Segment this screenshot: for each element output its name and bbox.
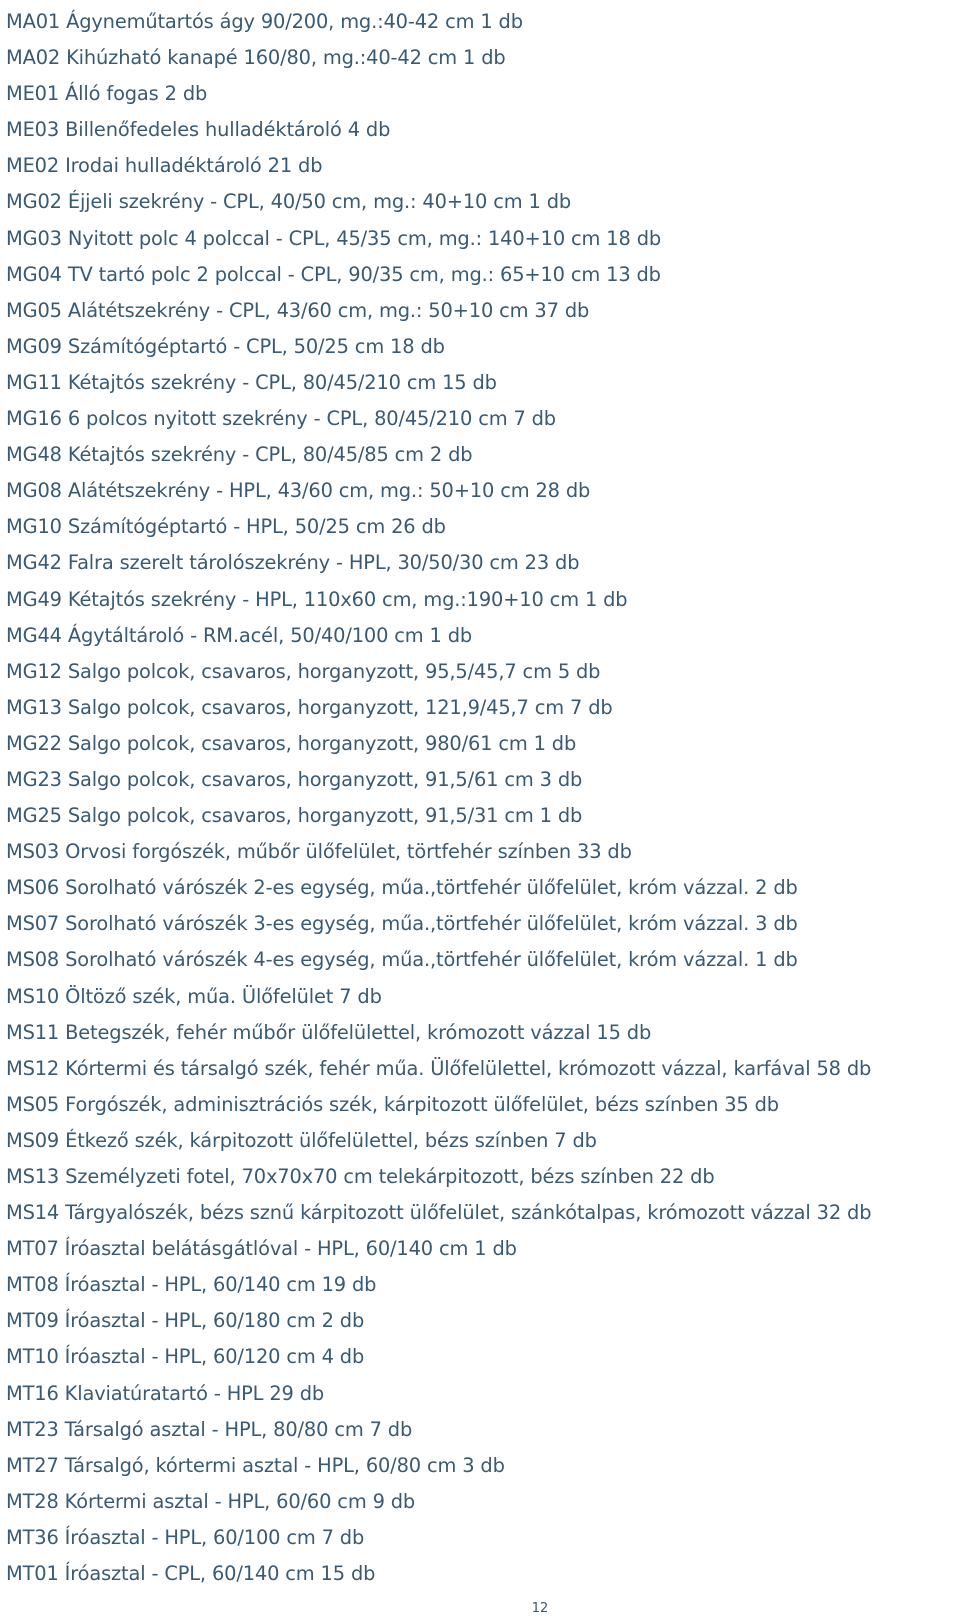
- list-item: MG10 Számítógéptartó - HPL, 50/25 cm 26 db: [6, 515, 446, 539]
- list-item: ME02 Irodai hulladéktároló 21 db: [6, 154, 323, 178]
- list-item: MG48 Kétajtós szekrény - CPL, 80/45/85 cm 2 db: [6, 443, 473, 467]
- list-item: MS06 Sorolható várószék 2-es egység, műa.,törtfehér ülőfelület, króm vázzal. 2 db: [6, 876, 798, 900]
- page-number: 12: [531, 1601, 549, 1616]
- list-item: ME01 Álló fogas 2 db: [6, 82, 208, 106]
- list-item: MG13 Salgo polcok, csavaros, horganyzott, 121,9/45,7 cm 7 db: [6, 695, 613, 719]
- list-item: MG16 6 polcos nyitott szekrény - CPL, 80/45/210 cm 7 db: [6, 407, 556, 431]
- list-item: MA01 Ágyneműtartós ágy 90/200, mg.:40-42 cm 1 db: [6, 10, 523, 33]
- list-item: MT16 Klaviatúratartó - HPL 29 db: [6, 1381, 325, 1405]
- list-item: MS03 Orvosi forgószék, műbőr ülőfelület, törtfehér színben 33 db: [6, 840, 632, 864]
- list-item: MG25 Salgo polcok, csavaros, horganyzott, 91,5/31 cm 1 db: [6, 804, 583, 828]
- list-item: MG23 Salgo polcok, csavaros, horganyzott, 91,5/61 cm 3 db: [6, 767, 583, 791]
- list-item: MT10 Íróasztal - HPL, 60/120 cm 4 db: [6, 1345, 365, 1369]
- list-item: MS13 Személyzeti fotel, 70x70x70 cm telekárpitozott, bézs színben 22 db: [6, 1165, 715, 1188]
- list-item: MA02 Kihúzható kanapé 160/80, mg.:40-42 cm 1 db: [6, 46, 506, 70]
- list-item: MG11 Kétajtós szekrény - CPL, 80/45/210 cm 15 db: [6, 370, 497, 394]
- list-item: MG02 Éjjeli szekrény - CPL, 40/50 cm, mg.: 40+10 cm 1 db: [6, 190, 572, 214]
- list-item: MG12 Salgo polcok, csavaros, horganyzott, 95,5/45,7 cm 5 db: [6, 659, 601, 683]
- list-item: ME03 Billenőfedeles hulladéktároló 4 db: [6, 118, 391, 142]
- list-item: MS10 Öltöző szék, műa. Ülőfelület 7 db: [6, 984, 382, 1008]
- list-item: MS09 Étkező szék, kárpitozott ülőfelülettel, bézs színben 7 db: [6, 1128, 597, 1152]
- list-item: MG08 Alátétszekrény - HPL, 43/60 cm, mg.: 50+10 cm 28 db: [6, 479, 591, 503]
- list-item: MT23 Társalgó asztal - HPL, 80/80 cm 7 db: [6, 1417, 413, 1441]
- list-item: MG04 TV tartó polc 2 polccal - CPL, 90/35 cm, mg.: 65+10 cm 13 db: [6, 262, 661, 286]
- list-item: MT28 Kórtermi asztal - HPL, 60/60 cm 9 db: [6, 1489, 416, 1513]
- list-item: MT09 Íróasztal - HPL, 60/180 cm 2 db: [6, 1309, 365, 1333]
- list-item: MT01 Íróasztal - CPL, 60/140 cm 15 db: [6, 1562, 376, 1586]
- list-item: MG49 Kétajtós szekrény - HPL, 110x60 cm, mg.:190+10 cm 1 db: [6, 587, 628, 611]
- list-item: MT07 Íróasztal belátásgátlóval - HPL, 60/140 cm 1 db: [6, 1237, 517, 1261]
- list-item: MG22 Salgo polcok, csavaros, horganyzott, 980/61 cm 1 db: [6, 731, 577, 755]
- list-item: MG03 Nyitott polc 4 polccal - CPL, 45/35 cm, mg.: 140+10 cm 18 db: [6, 226, 662, 250]
- list-item: MG44 Ágytáltároló - RM.acél, 50/40/100 cm 1 db: [6, 623, 473, 647]
- list-item: MT27 Társalgó, kórtermi asztal - HPL, 60/80 cm 3 db: [6, 1453, 505, 1477]
- list-item: MG42 Falra szerelt tárolószekrény - HPL, 30/50/30 cm 23 db: [6, 551, 580, 575]
- list-item: MS08 Sorolható várószék 4-es egység, műa.,törtfehér ülőfelület, króm vázzal. 1 db: [6, 948, 798, 972]
- list-item: MT08 Íróasztal - HPL, 60/140 cm 19 db: [6, 1273, 377, 1297]
- list-item: MS05 Forgószék, adminisztrációs szék, kárpitozott ülőfelület, bézs színben 35 db: [6, 1092, 779, 1116]
- list-item: MS14 Tárgyalószék, bézs sznű kárpitozott ülőfelület, szánkótalpas, krómozott vázzal 32 db: [6, 1201, 872, 1225]
- list-item: MG09 Számítógéptartó - CPL, 50/25 cm 18 db: [6, 334, 445, 358]
- item-list: [6, 4, 956, 1592]
- list-item: MT36 Íróasztal - HPL, 60/100 cm 7 db: [6, 1525, 365, 1549]
- list-item: MS12 Kórtermi és társalgó szék, fehér műa. Ülőfelülettel, krómozott vázzal, karfával 58 db: [6, 1056, 872, 1080]
- list-item: MG05 Alátétszekrény - CPL, 43/60 cm, mg.: 50+10 cm 37 db: [6, 298, 590, 322]
- list-item: MS07 Sorolható várószék 3-es egység, műa.,törtfehér ülőfelület, króm vázzal. 3 db: [6, 912, 798, 936]
- list-item: MS11 Betegszék, fehér műbőr ülőfelülettel, krómozott vázzal 15 db: [6, 1020, 652, 1044]
